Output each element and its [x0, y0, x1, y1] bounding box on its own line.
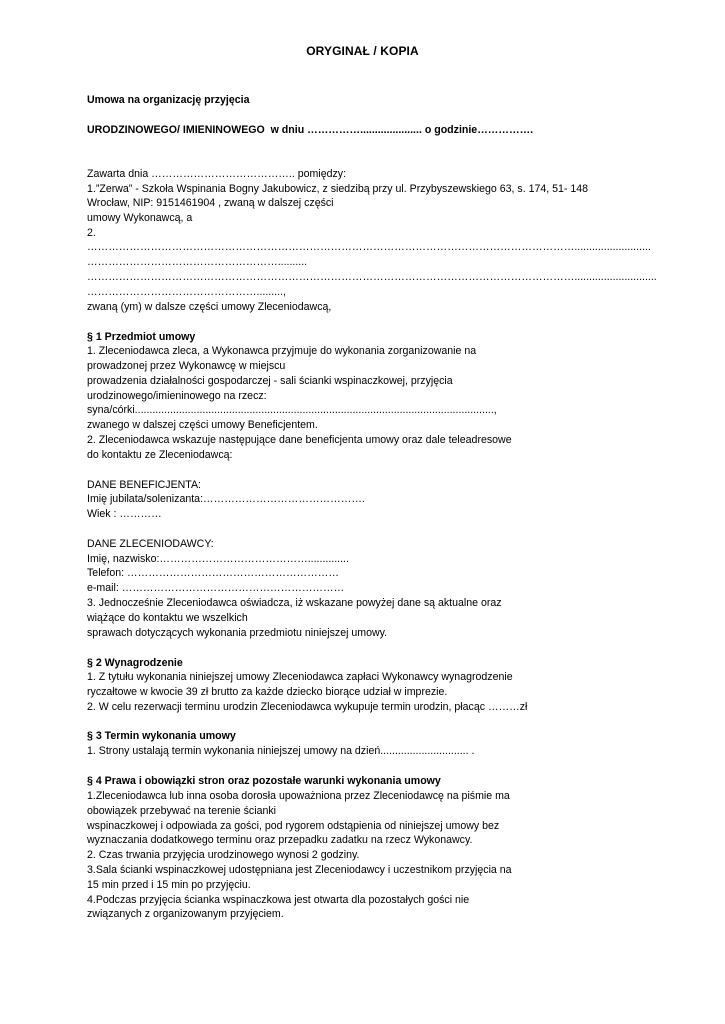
intro-line: 2.	[87, 227, 96, 239]
section-line: do kontaktu ze Zleceniodawcą:	[87, 449, 233, 461]
section-line: 3. Jednocześnie Zleceniodawca oświadcza, iż wskazane powyżej dane są aktualne oraz	[87, 597, 502, 609]
section-line: prowadzonej przez Wykonawcę w miejscu	[87, 360, 286, 372]
section-heading: § 1 Przedmiot umowy	[87, 331, 196, 343]
section-line: urodzinowego/imieninowego na rzecz:	[87, 390, 267, 402]
intro-line: …………………………………………………………………………………………………………………………............................	[87, 271, 657, 283]
section-line: 2. Zleceniodawca wskazuje następujące dane beneficjenta umowy oraz dale teleadresowe	[87, 434, 512, 446]
client-name-field: Imię, nazwisko:……………………………………..............	[87, 553, 349, 565]
section-line: 1. Z tytułu wykonania niniejszej umowy Zleceniodawca zapłaci Wykonawcy wynagrodzenie	[87, 671, 513, 683]
section-line: 1.Zleceniodawca lub inna osoba dorosła upoważniona przez Zleceniodawcę na piśmie ma	[87, 790, 510, 802]
contract-subheading: URODZINOWEGO/ IMIENINOWEGO w dniu ……………..................... o godzinie…………….	[87, 124, 534, 136]
section-line: ryczałtowe w kwocie 39 zł brutto za każde dziecko biorące udział w imprezie.	[87, 686, 448, 698]
document-title: ORYGINAŁ / KOPIA	[306, 44, 419, 58]
section-line: obowiązek przebywać na terenie ścianki	[87, 805, 277, 817]
intro-line: ………………………………………………..........	[87, 256, 308, 268]
section-line: 1. Zleceniodawca zleca, a Wykonawca przyjmuje do wykonania zorganizowanie na	[87, 345, 477, 357]
section-line: 3.Sala ścianki wspinaczkowej udostępniana jest Zleceniodawcy i uczestnikom przyjęcia na	[87, 864, 512, 876]
intro-line: Wrocław, NIP: 9151461904 , zwaną w dalszej części	[87, 197, 334, 209]
intro-line: umowy Wykonawcą, a	[87, 212, 193, 224]
section-line: 15 min przed i 15 min po przyjęciu.	[87, 879, 251, 891]
section-line: związanych z organizowanym przyjęciem.	[87, 908, 284, 920]
section-heading: § 3 Termin wykonania umowy	[87, 730, 236, 742]
section-line: prowadzenia działalności gospodarczej - sali ścianki wspinaczkowej, przyjęcia	[87, 375, 453, 387]
intro-line: 1.”Zerwa” - Szkoła Wspinania Bogny Jakubowicz, z siedzibą przy ul. Przybyszewskiego 63, s. 174, 51- 148	[87, 183, 589, 195]
client-email-field: e-mail: ………………………………………………………	[87, 582, 345, 594]
beneficiary-age-field: Wiek : …………	[87, 508, 162, 520]
section-line: sprawach dotyczących wykonania przedmiotu niniejszej umowy.	[87, 627, 388, 639]
section-line: zwanego w dalszej części umowy Beneficjentem.	[87, 419, 318, 431]
section-line: 2. Czas trwania przyjęcia urodzinowego wynosi 2 godziny.	[87, 849, 360, 861]
section-heading: § 2 Wynagrodzenie	[87, 657, 183, 669]
section-line: wiążące do kontaktu we wszelkich	[87, 612, 248, 624]
section-line: 4.Podczas przyjęcia ścianka wspinaczkowa jest otwarta dla pozostałych gości nie	[87, 894, 470, 906]
intro-line: zwaną (ym) w dalsze części umowy Zleceniodawcą,	[87, 301, 332, 313]
intro-line: …………………………………………………………………………………………………………………………..........................	[87, 241, 651, 253]
intro-line: ………………………………………….........,	[87, 286, 286, 298]
section-line: wspinaczkowej i odpowiada za gości, pod rygorem odstąpienia od niniejszej umowy bez	[87, 820, 500, 832]
intro-line: Zawarta dnia ………………………………….. pomiędzy:	[87, 168, 347, 180]
client-header: DANE ZLECENIODAWCY:	[87, 538, 214, 550]
section-line: syna/córki..........................................................................................................................,	[87, 404, 497, 416]
section-line: 2. W celu rezerwacji terminu urodzin Zleceniodawca wykupuje termin urodzin, płacąc ………zł	[87, 701, 528, 713]
contract-heading: Umowa na organizację przyjęcia	[87, 94, 250, 106]
section-line: wyznaczania dodatkowego terminu oraz przepadku zadatku na rzecz Wykonawcy.	[87, 834, 473, 846]
section-heading: § 4 Prawa i obowiązki stron oraz pozostałe warunki wykonania umowy	[87, 775, 441, 787]
beneficiary-name-field: Imię jubilata/solenizanta:……………………………………….	[87, 493, 365, 505]
beneficiary-header: DANE BENEFICJENTA:	[87, 479, 201, 491]
section-line: 1. Strony ustalają termin wykonania niniejszej umowy na dzień.............................. .	[87, 745, 475, 757]
client-phone-field: Telefon: ……………………………………………………	[87, 567, 339, 579]
